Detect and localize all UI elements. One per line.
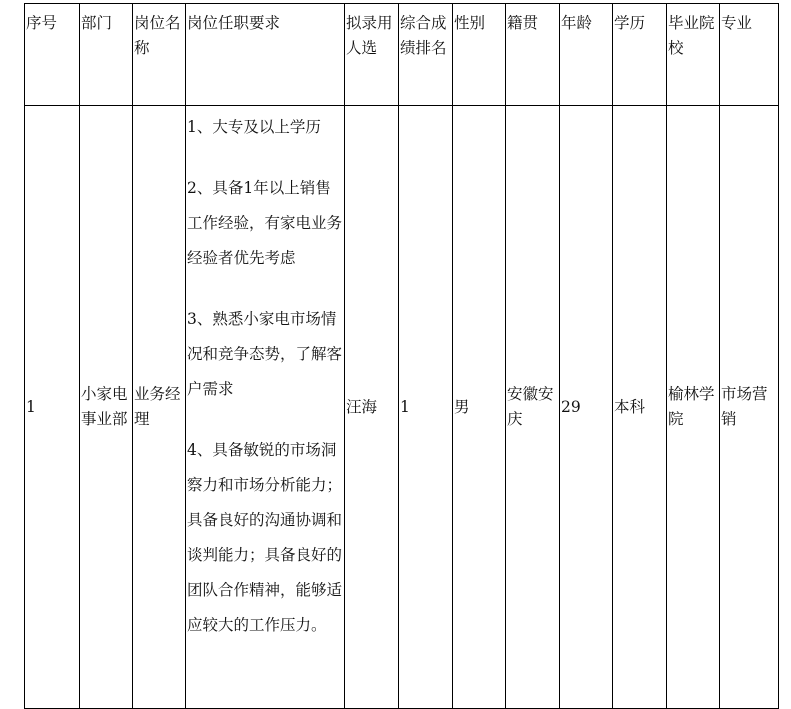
header-department: 部门 xyxy=(80,4,133,106)
header-education: 学历 xyxy=(613,4,667,106)
table-row xyxy=(25,106,779,709)
cell-requirements xyxy=(186,106,345,709)
cell-age: 29 xyxy=(560,106,613,709)
header-candidate: 拟录用人选 xyxy=(345,4,399,106)
requirement-item: 1、大专及以上学历 xyxy=(187,118,321,136)
header-requirements: 岗位任职要求 xyxy=(186,4,345,106)
cell-native-place: 安徽安庆 xyxy=(506,106,560,709)
header-major: 专业 xyxy=(720,4,779,106)
cell-candidate: 汪海 xyxy=(345,106,399,709)
cell-index: 1 xyxy=(25,106,80,709)
requirement-item: 3、熟悉小家电市场情况和竞争态势，了解客户需求 xyxy=(187,310,343,398)
header-native-place: 籍贯 xyxy=(506,4,560,106)
header-school: 毕业院校 xyxy=(667,4,720,106)
cell-major: 市场营销 xyxy=(720,106,779,709)
cell-department: 小家电事业部 xyxy=(80,106,133,709)
header-rank: 综合成绩排名 xyxy=(399,4,453,106)
cell-gender: 男 xyxy=(453,106,506,709)
recruitment-table xyxy=(24,3,779,709)
cell-position: 业务经理 xyxy=(133,106,186,709)
header-position: 岗位名称 xyxy=(133,4,186,106)
requirement-item: 4、具备敏锐的市场洞察力和市场分析能力；具备良好的沟通协调和谈判能力；具备良好的团队合作精神，能够适应较大的工作压力。 xyxy=(187,441,343,634)
cell-school: 榆林学院 xyxy=(667,106,720,709)
cell-rank: 1 xyxy=(399,106,453,709)
header-age: 年龄 xyxy=(560,4,613,106)
requirement-item: 2、具备1年以上销售工作经验，有家电业务经验者优先考虑 xyxy=(187,179,343,267)
header-index: 序号 xyxy=(25,4,80,106)
header-row xyxy=(25,4,779,106)
cell-education: 本科 xyxy=(613,106,667,709)
header-gender: 性别 xyxy=(453,4,506,106)
